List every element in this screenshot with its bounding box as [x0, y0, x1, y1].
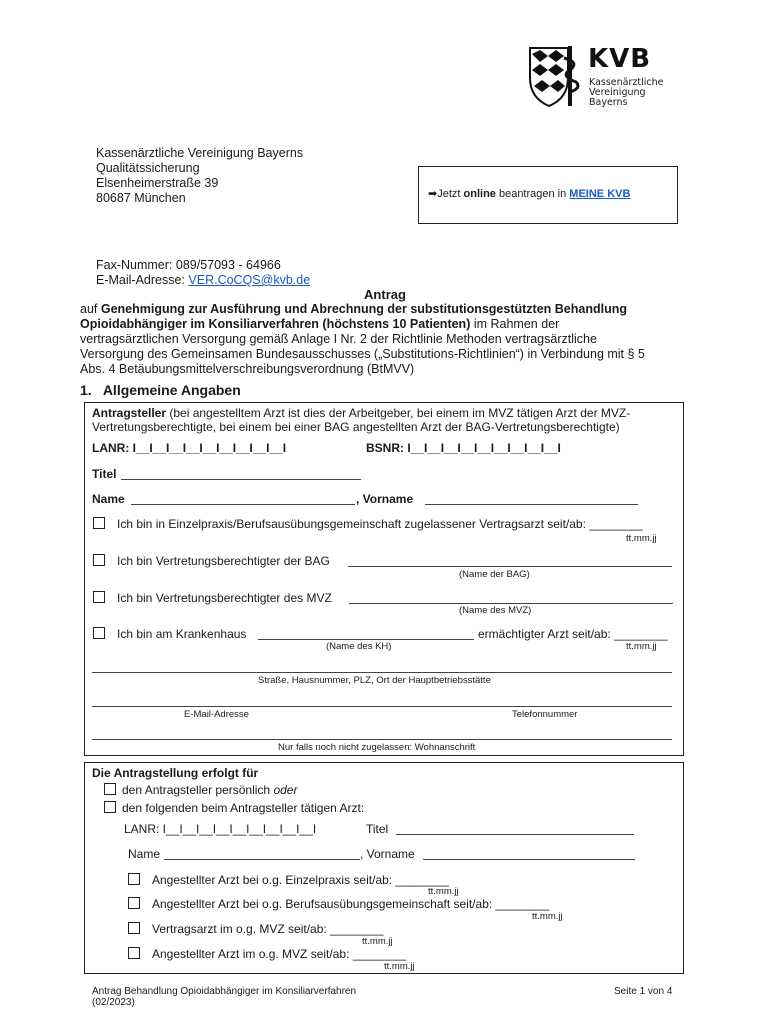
option-other[interactable]: den folgenden beim Antragsteller tätigen Arzt:: [104, 801, 364, 815]
kh-name-hint: (Name des KH): [326, 641, 392, 652]
address-input[interactable]: [92, 672, 672, 673]
bag-name-input[interactable]: [348, 566, 672, 567]
footer-left: [92, 986, 356, 1008]
address-hint: Straße, Hausnummer, PLZ, Ort der Hauptbetriebsstätte: [258, 675, 491, 686]
logo-brand: KVB: [588, 44, 652, 74]
kvb-logo: [528, 44, 678, 108]
online-apply-text: ➡Jetzt online beantragen in MEINE KVB: [428, 188, 631, 200]
lanr-field[interactable]: LANR: I__I__I__I__I__I__I__I__I__I: [92, 441, 287, 455]
checkbox-self[interactable]: [104, 783, 116, 795]
checkbox-angestellt-mvz[interactable]: [128, 947, 140, 959]
arrow-right-icon: ➡: [428, 188, 438, 200]
option-self[interactable]: den Antragsteller persönlich oder: [104, 783, 297, 797]
contact-block: Fax-Nummer: 089/57093 - 64966 E-Mail-Adresse: VER.CoCQS@kvb.de: [96, 258, 311, 287]
sub-option-angestellt-mvz[interactable]: Angestellter Arzt im o.g. MVZ seit/ab: ________: [128, 947, 406, 961]
titel-input[interactable]: [121, 479, 361, 480]
home-address-input[interactable]: [92, 739, 672, 740]
logo-line3: Bayerns: [589, 97, 628, 108]
vorname-input[interactable]: [425, 504, 638, 505]
option-krankenhaus[interactable]: Ich bin am Krankenhaus: [93, 627, 246, 641]
email-input[interactable]: [92, 706, 672, 707]
recipient-address: [96, 146, 303, 206]
applicant-description: Antragsteller (bei angestelltem Arzt ist dies der Arbeitgeber, bei einem im MVZ tätigen Arzt der MVZ- Vertretungsberechtigte, bei einem bei einer BAG angestellten Arzt der BAG-Vertretungsberechtigte): [92, 406, 631, 434]
sub-option-einzelpraxis[interactable]: Angestellter Arzt bei o.g. Einzelpraxis seit/ab: ________: [128, 873, 449, 887]
checkbox-sub-bag[interactable]: [128, 897, 140, 909]
sub-option-bag[interactable]: Angestellter Arzt bei o.g. Berufsausübungsgemeinschaft seit/ab: ________: [128, 897, 549, 911]
footer-page-number: Seite 1 von 4: [614, 986, 673, 997]
address-line1: Kassenärztliche Vereinigung Bayerns: [96, 146, 304, 160]
footer-doc-version: (02/2023): [92, 997, 135, 1008]
section2-name-input[interactable]: [164, 859, 360, 860]
address-line4: 80687 München: [96, 191, 186, 205]
section2-title: Die Antragstellung erfolgt für: [92, 766, 259, 780]
address-line2: Qualitätssicherung: [96, 161, 200, 175]
checkbox-other[interactable]: [104, 801, 116, 813]
home-address-hint: Nur falls noch nicht zugelassen: Wohnanschrift: [278, 742, 476, 753]
name-input[interactable]: [131, 504, 355, 505]
checkbox-vertragsarzt[interactable]: [93, 517, 105, 529]
intro-paragraph: auf Genehmigung zur Ausführung und Abrechnung der substitutionsgestützten Behandlung Opioidabhängiger im Konsiliarverfahren (höchstens 10 Patienten) im Rahmen der vertragsärztlichen Versorgung gemäß Anlage I Nr. 2 der Richtlinie Methoden vertragsärztliche Versorgung des Gemeinsamen Bundesausschusses („Substitutions-Richtlinien“) in Verbindung mit § 5 Abs. 4 Betäubungsmittelverschreibungsverordnung (BtMVV): [80, 302, 645, 376]
meine-kvb-link[interactable]: MEINE KVB: [569, 188, 631, 200]
sub-date-hint-4: tt.mm.jj: [384, 961, 415, 972]
checkbox-bag[interactable]: [93, 554, 105, 566]
email-hint: E-Mail-Adresse: [184, 709, 249, 720]
checkbox-vertragsarzt-mvz[interactable]: [128, 922, 140, 934]
fax-number: Fax-Nummer: 089/57093 - 64966: [96, 258, 281, 272]
section2-vorname-label: , Vorname: [360, 847, 415, 861]
mvz-name-hint: (Name des MVZ): [459, 605, 532, 616]
mvz-name-input[interactable]: [349, 603, 673, 604]
page-title: Antrag: [364, 287, 406, 302]
date-hint-4: tt.mm.jj: [626, 641, 657, 652]
section1-title: 1. Allgemeine Angaben: [80, 382, 241, 398]
checkbox-einzelpraxis[interactable]: [128, 873, 140, 885]
date-hint-1: tt.mm.jj: [626, 533, 657, 544]
sub-option-vertragsarzt-mvz[interactable]: Vertragsarzt im o.g. MVZ seit/ab: ________: [128, 922, 383, 936]
section2-lanr-field[interactable]: LANR: I__I__I__I__I__I__I__I__I__I: [124, 822, 317, 836]
address-line3: Elsenheimerstraße 39: [96, 176, 219, 190]
phone-hint: Telefonnummer: [512, 709, 578, 720]
footer-doc-title: Antrag Behandlung Opioidabhängiger im Konsiliarverfahren: [92, 986, 357, 997]
sub-date-hint-3: tt.mm.jj: [362, 936, 393, 947]
option-mvz[interactable]: Ich bin Vertretungsberechtigter des MVZ: [93, 591, 332, 605]
section1-box: [84, 402, 684, 756]
kh-ermaechtigt-text: ermächtigter Arzt seit/ab: ________: [478, 627, 668, 641]
option-vertragsarzt[interactable]: Ich bin in Einzelpraxis/Berufsausübungsgemeinschaft zugelassener Vertragsarzt seit/ab: ________: [93, 517, 643, 531]
vorname-label: , Vorname: [356, 492, 414, 506]
option-bag[interactable]: Ich bin Vertretungsberechtigter der BAG: [93, 554, 330, 568]
sub-date-hint-1: tt.mm.jj: [428, 886, 459, 897]
name-label: Name: [92, 492, 125, 506]
logo-line1: Kassenärztliche: [589, 77, 664, 88]
kh-name-input[interactable]: [258, 639, 474, 640]
logo-line2: Vereinigung: [589, 87, 646, 98]
checkbox-krankenhaus[interactable]: [93, 627, 105, 639]
section2-titel-label: Titel: [366, 822, 389, 836]
email-link[interactable]: VER.CoCQS@kvb.de: [188, 273, 311, 287]
section2-vorname-input[interactable]: [423, 859, 635, 860]
sub-date-hint-2: tt.mm.jj: [532, 911, 563, 922]
section2-name-label: Name: [128, 847, 161, 861]
bag-name-hint: (Name der BAG): [459, 569, 530, 580]
bsnr-field[interactable]: BSNR: I__I__I__I__I__I__I__I__I__I: [366, 441, 561, 455]
coat-of-arms-icon: [528, 44, 582, 108]
checkbox-mvz[interactable]: [93, 591, 105, 603]
section2-titel-input[interactable]: [396, 834, 634, 835]
titel-label: Titel: [92, 467, 117, 481]
